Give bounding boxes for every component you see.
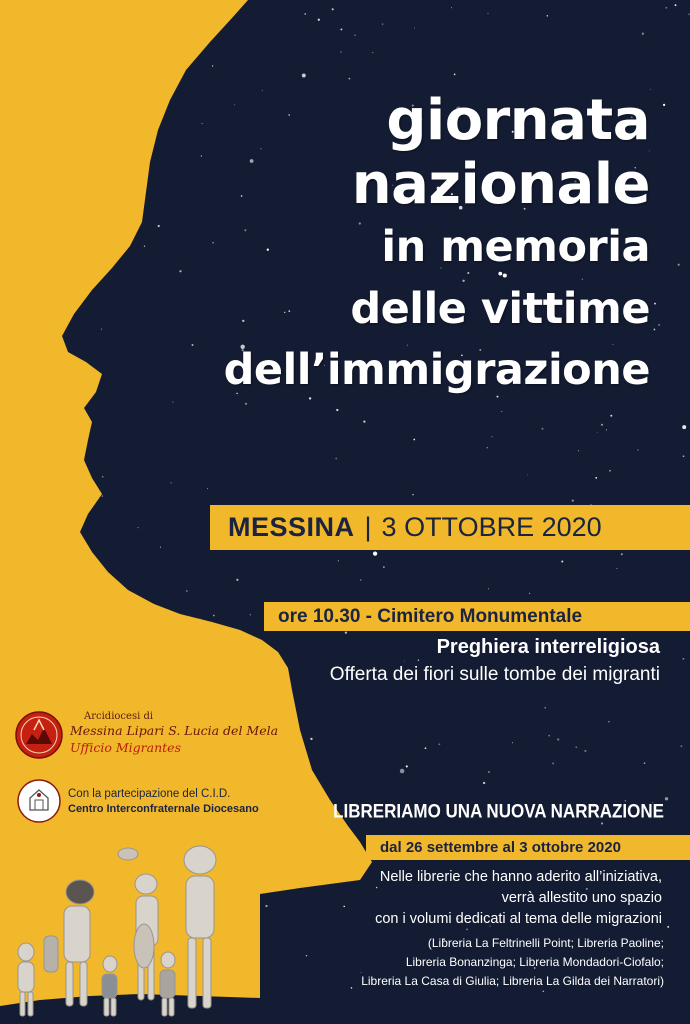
star — [467, 272, 469, 274]
star — [552, 762, 554, 764]
star — [335, 458, 337, 460]
star — [488, 13, 489, 14]
star — [462, 280, 464, 282]
city-name: MESSINA — [228, 512, 355, 542]
title-line-2: nazionale — [351, 152, 650, 217]
star — [642, 33, 644, 35]
star — [683, 455, 685, 457]
star — [349, 78, 351, 80]
star — [606, 429, 607, 430]
star — [682, 425, 686, 429]
star — [309, 397, 311, 399]
star — [466, 928, 468, 930]
star — [414, 27, 415, 28]
star — [678, 264, 680, 266]
star — [650, 89, 651, 90]
star — [644, 762, 646, 764]
star — [340, 51, 342, 53]
star — [667, 926, 669, 928]
star — [544, 707, 546, 709]
star — [682, 658, 684, 660]
star — [557, 738, 559, 740]
star — [561, 560, 563, 562]
star — [332, 8, 334, 10]
time-place-text: ore 10.30 - Cimitero Monumentale — [278, 605, 583, 627]
star — [244, 229, 246, 231]
star — [400, 769, 405, 774]
star — [654, 329, 656, 331]
star — [372, 52, 373, 53]
star — [201, 155, 202, 156]
star — [497, 396, 499, 398]
star — [138, 527, 139, 528]
star — [575, 746, 577, 748]
time-place-banner — [264, 602, 690, 631]
star — [212, 242, 214, 244]
star — [665, 7, 667, 9]
diocese-prefix: Arcidiocesi di — [84, 711, 154, 722]
star — [501, 411, 502, 412]
prayer-text: Preghiera interreligiosa — [436, 636, 660, 658]
star — [234, 104, 235, 105]
star — [186, 590, 187, 591]
star — [207, 488, 208, 489]
star — [171, 482, 172, 483]
star — [304, 13, 305, 14]
star — [360, 579, 361, 580]
star — [101, 328, 102, 329]
event-date: 3 OTTOBRE 2020 — [381, 512, 602, 542]
star — [609, 470, 611, 472]
star — [373, 551, 377, 555]
star — [487, 447, 488, 448]
star — [267, 249, 269, 251]
star — [338, 560, 339, 561]
diocese-logo-block — [14, 708, 284, 768]
star — [310, 738, 312, 740]
star — [541, 428, 543, 430]
books-description-line-1: Nelle librerie che hanno aderito all’iniziativa, — [379, 869, 662, 885]
star — [688, 14, 689, 15]
star — [202, 123, 203, 124]
star — [413, 439, 415, 441]
books-description-line-3: con i volumi dedicati al tema delle migrazioni — [375, 911, 662, 927]
star — [483, 782, 485, 784]
star — [245, 403, 247, 405]
star — [503, 273, 507, 277]
star — [179, 270, 181, 272]
star — [359, 222, 361, 224]
star — [212, 65, 213, 66]
books-period-text: dal 26 settembre al 3 ottobre 2020 — [380, 839, 621, 856]
star — [680, 745, 682, 747]
star — [242, 320, 244, 322]
star — [262, 90, 263, 91]
title-line-5: dell’immigrazione — [223, 345, 650, 395]
star — [260, 148, 261, 149]
books-description-line-2: verrà allestito uno spazio — [501, 890, 662, 906]
star — [265, 905, 267, 907]
cid-participation-text: Con la partecipazione del C.I.D. — [68, 788, 231, 800]
star — [160, 547, 161, 548]
star — [172, 401, 173, 402]
star — [361, 972, 362, 973]
books-initiative-title: LIBRERIAMO UNA NUOVA NARRAZIONE — [333, 800, 664, 822]
star — [318, 19, 320, 21]
star — [498, 272, 502, 276]
star — [454, 74, 456, 76]
star — [250, 614, 251, 615]
star — [527, 474, 528, 475]
star — [343, 906, 345, 908]
star — [382, 23, 383, 24]
star — [529, 593, 530, 594]
star — [597, 432, 598, 433]
star — [488, 771, 490, 773]
star — [665, 797, 668, 800]
star — [512, 742, 513, 743]
star — [438, 743, 440, 745]
star — [144, 245, 145, 246]
star — [336, 409, 338, 411]
bookshops-line-1: (Libreria La Feltrinelli Point; Libreria Paoline; — [427, 936, 664, 950]
star — [412, 494, 414, 496]
star — [663, 104, 665, 106]
star — [376, 887, 378, 889]
title-line-3: in memoria — [381, 222, 650, 272]
star — [572, 499, 574, 501]
diocese-name: Messina Lipari S. Lucia del Mela — [70, 723, 279, 738]
star — [654, 303, 656, 305]
star — [675, 4, 677, 6]
star — [548, 735, 550, 737]
star — [601, 424, 603, 426]
star — [351, 987, 353, 989]
books-period-banner — [366, 835, 690, 860]
stone-migrants-figures — [0, 840, 260, 1024]
star — [158, 225, 160, 227]
cid-full-name: Centro Interconfraternale Diocesano — [68, 803, 259, 815]
star — [213, 615, 215, 617]
star — [658, 324, 660, 326]
star — [340, 28, 342, 30]
star — [488, 588, 489, 589]
star — [236, 579, 238, 581]
star — [584, 750, 586, 752]
title-line-4: delle vittime — [350, 284, 650, 334]
cid-logo-block — [16, 778, 316, 828]
star — [610, 415, 612, 417]
diocese-office: Ufficio Migrantes — [70, 740, 181, 755]
star — [616, 568, 617, 569]
star — [608, 721, 609, 722]
star — [595, 477, 597, 479]
star — [404, 660, 405, 661]
star — [451, 7, 452, 8]
star — [543, 991, 545, 993]
star — [492, 436, 493, 437]
star — [406, 765, 408, 767]
star — [102, 496, 103, 497]
city-date-separator: | — [364, 512, 372, 542]
star — [306, 955, 307, 956]
star — [288, 114, 290, 116]
star — [621, 553, 623, 555]
star — [637, 449, 639, 451]
star — [425, 747, 427, 749]
star — [345, 631, 347, 633]
cid-emblem-icon — [16, 778, 62, 824]
star — [241, 195, 243, 197]
offering-text: Offerta dei fiori sulle tombe dei migranti — [329, 664, 660, 685]
star — [363, 420, 365, 422]
star — [284, 312, 286, 314]
title-line-1: giornata — [386, 88, 650, 153]
star — [354, 35, 355, 36]
star — [578, 450, 579, 451]
star — [582, 279, 583, 280]
star — [250, 159, 254, 163]
bookshops-line-2: Libreria Bonanzinga; Libreria Mondadori-Ciofalo; — [405, 955, 664, 969]
star — [302, 74, 306, 78]
star — [383, 566, 384, 567]
bookshops-line-3: Libreria La Casa di Giulia; Libreria La Gilda dei Narratori) — [361, 974, 664, 988]
star — [192, 344, 194, 346]
city-date-banner — [210, 505, 690, 550]
star — [288, 310, 290, 312]
diocese-emblem-icon — [14, 710, 64, 760]
star — [102, 476, 104, 478]
star — [547, 15, 548, 16]
star — [418, 660, 419, 661]
